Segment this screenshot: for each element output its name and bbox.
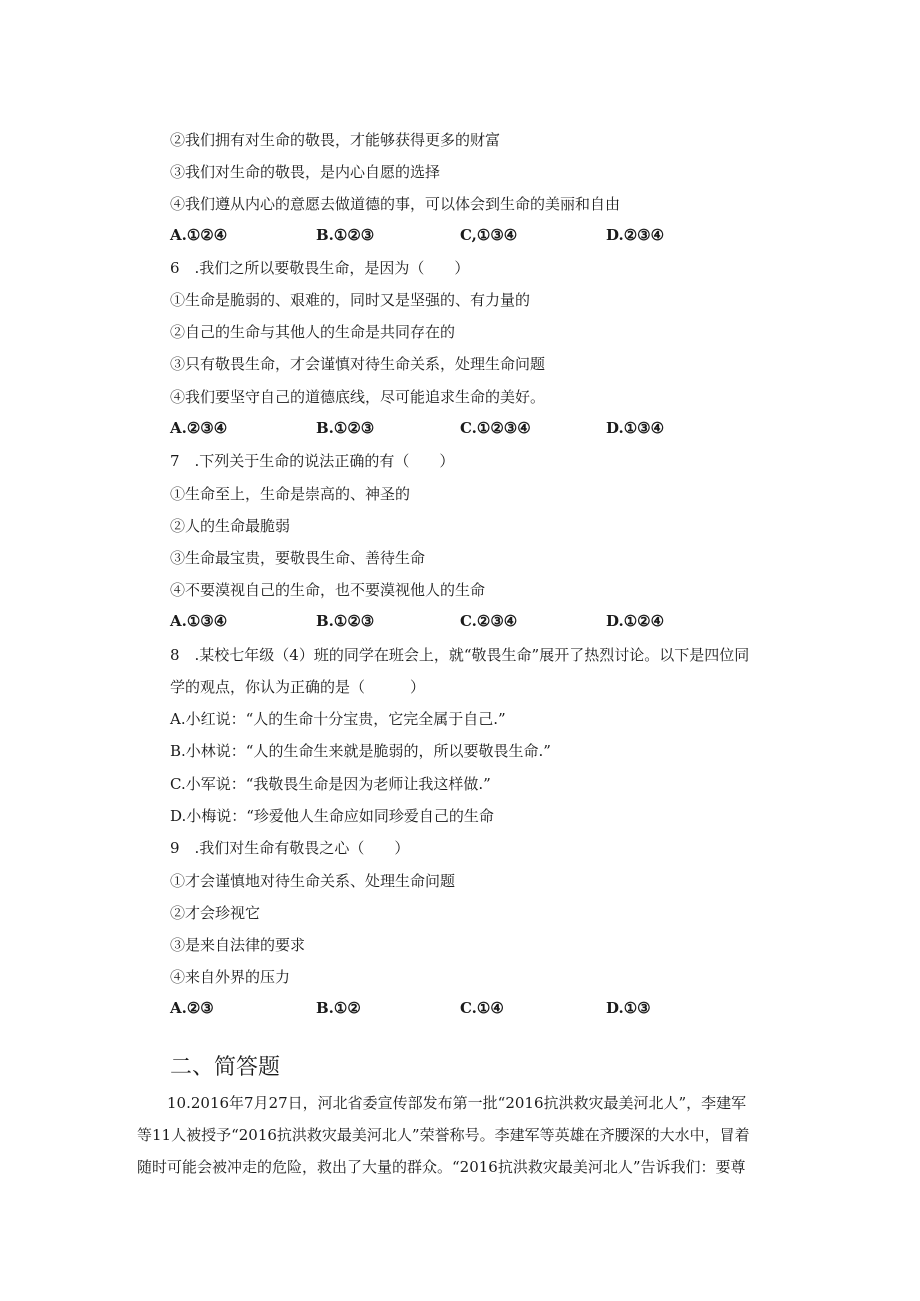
q9-option-c: C.①④	[460, 999, 504, 1017]
q9-option-b: B.①②	[316, 999, 361, 1017]
q6-item-3: ③只有敬畏生命，才会谨慎对待生命关系，处理生命问题	[170, 355, 546, 373]
q5-item-4: ④我们遵从内心的意愿去做道德的事，可以体会到生命的美丽和自由	[170, 195, 621, 213]
q6-item-4: ④我们要坚守自己的道德底线，尽可能追求生命的美好。	[170, 388, 546, 406]
q5-item-2: ②我们拥有对生命的敬畏，才能够获得更多的财富	[170, 131, 501, 149]
q9-item-2: ②才会珍视它	[170, 904, 261, 922]
q7-stem: 7 .下列关于生命的说法正确的有（ ）	[170, 452, 455, 470]
q6-item-2: ②自己的生命与其他人的生命是共同存在的	[170, 323, 456, 341]
q6-option-b: B.①②③	[316, 419, 375, 437]
q6-option-d: D.①③④	[606, 419, 665, 437]
q8-stem-line-1: 8 .某校七年级（4）班的同学在班会上，就“敬畏生命”展开了热烈讨论。以下是四位同	[170, 646, 750, 664]
q8-choice-b: B.小林说：“人的生命生来就是脆弱的，所以要敬畏生命.”	[170, 742, 551, 760]
q8-choice-a: A.小红说：“人的生命十分宝贵，它完全属于自己.”	[170, 710, 506, 728]
q7-option-b: B.①②③	[316, 612, 375, 630]
q9-options	[170, 999, 790, 1019]
q10-line-1: 10.2016年7月27日，河北省委宣传部发布第一批“2016抗洪救灾最美河北人”，李建军	[137, 1094, 747, 1112]
q7-option-d: D.①②④	[606, 612, 665, 630]
q9-item-3: ③是来自法律的要求	[170, 936, 306, 954]
section-heading: 二、简答题	[170, 1055, 281, 1080]
q7-item-1: ①生命至上，生命是崇高的、神圣的	[170, 485, 411, 503]
q5-option-b: B.①②③	[316, 226, 375, 244]
q5-options	[170, 226, 790, 246]
q8-choice-c: C.小军说：“我敬畏生命是因为老师让我这样做.”	[170, 775, 491, 793]
q7-option-a: A.①③④	[170, 612, 228, 630]
q8-choice-d: D.小梅说：“珍爱他人生命应如同珍爱自己的生命	[170, 807, 494, 825]
q9-option-d: D.①③	[606, 999, 651, 1017]
q7-item-2: ②人的生命最脆弱	[170, 517, 291, 535]
q6-item-1: ①生命是脆弱的、艰难的，同时又是坚强的、有力量的	[170, 291, 531, 309]
q5-option-a: A.①②④	[170, 226, 228, 244]
q9-item-1: ①才会谨慎地对待生命关系、处理生命问题	[170, 872, 456, 890]
q9-item-4: ④来自外界的压力	[170, 968, 291, 986]
q7-options	[170, 612, 790, 632]
q10-line-3: 随时可能会被冲走的危险，救出了大量的群众。“2016抗洪救灾最美河北人”告诉我们：要尊	[137, 1158, 746, 1176]
q6-option-a: A.②③④	[170, 419, 228, 437]
q6-stem: 6 .我们之所以要敬畏生命，是因为（ ）	[170, 259, 470, 277]
q5-item-3: ③我们对生命的敬畏，是内心自愿的选择	[170, 163, 441, 181]
q5-option-c: C,①③④	[460, 226, 518, 244]
q7-option-c: C.②③④	[460, 612, 518, 630]
q9-stem: 9 .我们对生命有敬畏之心（ ）	[170, 839, 410, 857]
q8-stem-line-2: 学的观点，你认为正确的是（ ）	[170, 678, 426, 696]
q5-option-d: D.②③④	[606, 226, 665, 244]
q6-option-c: C.①②③④	[460, 419, 531, 437]
q6-options	[170, 419, 790, 439]
q9-option-a: A.②③	[170, 999, 214, 1017]
q7-item-4: ④不要漠视自己的生命，也不要漠视他人的生命	[170, 581, 486, 599]
q10-line-2: 等11人被授予“2016抗洪救灾最美河北人”荣誉称号。李建军等英雄在齐腰深的大水中，冒着	[137, 1126, 750, 1144]
q7-item-3: ③生命最宝贵，要敬畏生命、善待生命	[170, 549, 426, 567]
